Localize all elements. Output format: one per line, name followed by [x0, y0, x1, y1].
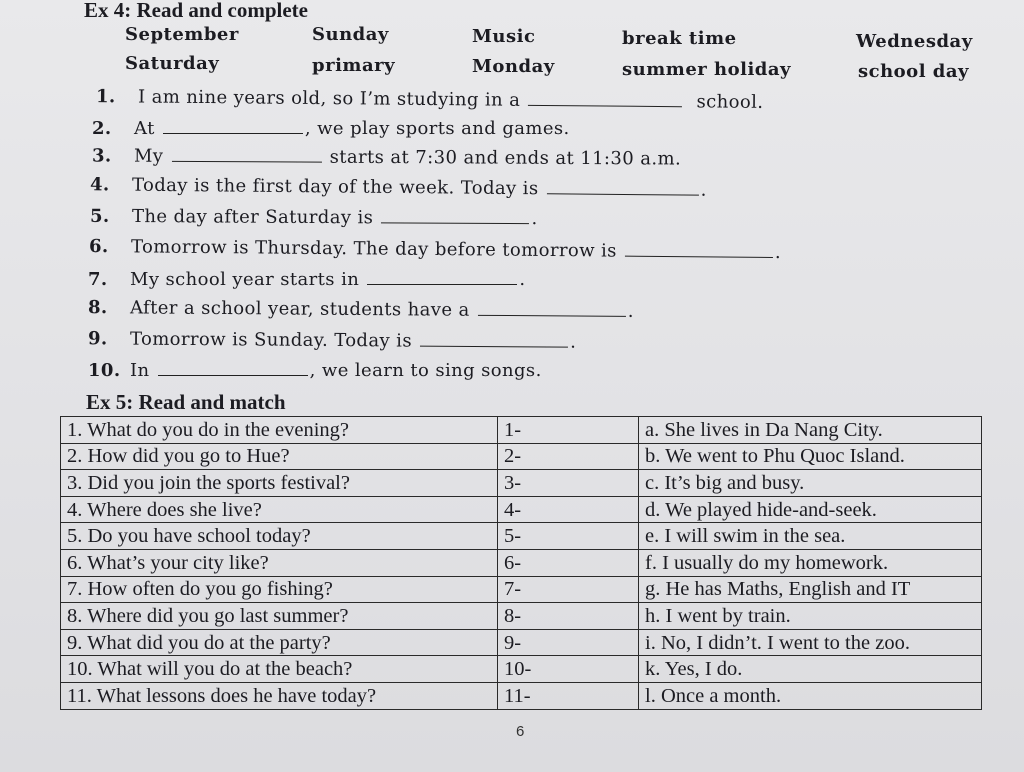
question-number: 1. [95, 86, 116, 108]
question-number: 5. [89, 205, 110, 227]
word-bank-item: Wednesday [856, 31, 973, 52]
ex4-question [88, 296, 634, 322]
question-cell: 8. Where did you go last summer? [61, 603, 498, 630]
question-text: Tomorrow is Thursday. The day before tomorrow is [130, 236, 617, 262]
table-row [61, 496, 982, 523]
question-cell: 4. Where does she live? [61, 496, 498, 523]
answer-option-cell: d. We played hide-and-seek. [639, 496, 982, 523]
question-text: Today is the first day of the week. Today is [131, 174, 539, 200]
word-bank-item: September [125, 24, 239, 45]
ex4-question [96, 85, 764, 113]
answer-option-cell: i. No, I didn’t. I went to the zoo. [639, 629, 982, 656]
answer-option-cell: a. She lives in Da Nang City. [639, 417, 982, 444]
question-text: starts at 7:30 and ends at 11:30 a.m. [329, 146, 682, 170]
question-text: In [130, 360, 150, 381]
question-cell: 9. What did you do at the party? [61, 629, 498, 656]
word-bank-item: school day [858, 61, 970, 82]
table-row [61, 523, 982, 550]
word-bank-item: break time [622, 28, 737, 49]
table-row [61, 470, 982, 497]
question-text: school. [696, 91, 764, 113]
answer-option-cell: g. He has Maths, English and IT [639, 576, 982, 603]
answer-blank[interactable] [367, 268, 517, 285]
question-cell: 3. Did you join the sports festival? [61, 470, 498, 497]
ex4-title: Ex 4: Read and complete [84, 0, 308, 22]
question-cell: 2. How did you go to Hue? [61, 443, 498, 470]
question-text: At [134, 118, 155, 139]
answer-slot-cell[interactable]: 1- [498, 417, 639, 444]
answer-slot-cell[interactable]: 11- [498, 682, 639, 709]
answer-slot-cell[interactable]: 2- [498, 443, 639, 470]
answer-slot-cell[interactable]: 3- [498, 470, 639, 497]
table-row [61, 549, 982, 576]
word-bank-item: Music [472, 26, 536, 47]
table-row [61, 682, 982, 709]
answer-blank[interactable] [625, 240, 773, 258]
question-text: My school year starts in [130, 269, 360, 290]
table-row [61, 576, 982, 603]
answer-blank[interactable] [163, 117, 303, 134]
ex4-question [90, 173, 707, 200]
table-row [61, 629, 982, 656]
question-text: . [700, 179, 707, 201]
answer-slot-cell[interactable]: 7- [498, 576, 639, 603]
answer-option-cell: k. Yes, I do. [639, 656, 982, 683]
answer-blank[interactable] [172, 145, 322, 163]
question-number: 8. [87, 297, 108, 319]
question-number: 6. [88, 235, 109, 258]
question-text: My [133, 145, 164, 167]
word-bank-item: Sunday [312, 24, 389, 45]
answer-option-cell: h. I went by train. [639, 603, 982, 630]
table-row [61, 443, 982, 470]
answer-option-cell: b. We went to Phu Quoc Island. [639, 443, 982, 470]
ex5-title: Ex 5: Read and match [86, 390, 286, 414]
word-bank-item: primary [312, 55, 396, 76]
question-text: The day after Saturday is [131, 206, 374, 229]
answer-option-cell: e. I will swim in the sea. [639, 523, 982, 550]
ex4-question [88, 359, 542, 381]
answer-slot-cell[interactable]: 8- [498, 603, 639, 630]
answer-option-cell: c. It’s big and busy. [639, 470, 982, 497]
question-text: . [531, 208, 538, 230]
answer-blank[interactable] [528, 89, 682, 107]
question-text: I am nine years old, so I’m studying in a [137, 86, 521, 111]
ex4-question [92, 144, 681, 169]
ex4-question [92, 117, 570, 139]
question-text: . [627, 300, 635, 322]
question-cell: 10. What will you do at the beach? [61, 656, 498, 683]
question-cell: 6. What’s your city like? [61, 549, 498, 576]
answer-slot-cell[interactable]: 10- [498, 656, 639, 683]
answer-blank[interactable] [420, 330, 568, 348]
question-text: , we play sports and games. [304, 118, 570, 139]
table-row [61, 603, 982, 630]
question-cell: 7. How often do you go fishing? [61, 576, 498, 603]
word-bank-item: summer holiday [622, 59, 791, 80]
table-row [61, 656, 982, 683]
answer-slot-cell[interactable]: 9- [498, 629, 639, 656]
question-number: 2. [92, 118, 112, 139]
question-text: After a school year, students have a [129, 297, 470, 321]
question-number: 7. [88, 269, 108, 290]
question-cell: 11. What lessons does he have today? [61, 682, 498, 709]
question-number: 3. [91, 145, 112, 167]
ex4-question [90, 205, 538, 229]
answer-blank[interactable] [478, 299, 626, 317]
ex4-question [88, 327, 576, 352]
ex4-question [88, 268, 525, 290]
answer-blank[interactable] [381, 206, 529, 224]
question-text: . [519, 269, 526, 290]
question-text: . [570, 331, 577, 353]
question-number: 9. [87, 328, 108, 350]
answer-option-cell: f. I usually do my homework. [639, 549, 982, 576]
question-text: . [774, 241, 782, 264]
answer-option-cell: l. Once a month. [639, 682, 982, 709]
page-number: 6 [516, 723, 525, 740]
word-bank-item: Saturday [125, 53, 220, 74]
word-bank-item: Monday [472, 56, 555, 77]
answer-slot-cell[interactable]: 6- [498, 549, 639, 576]
question-number: 4. [89, 174, 110, 196]
answer-slot-cell[interactable]: 4- [498, 496, 639, 523]
question-number: 10. [88, 360, 121, 381]
answer-blank[interactable] [158, 359, 308, 376]
question-cell: 5. Do you have school today? [61, 523, 498, 550]
match-table [60, 416, 982, 710]
ex4-question [89, 235, 781, 263]
answer-blank[interactable] [547, 177, 699, 195]
question-text: , we learn to sing songs. [309, 360, 542, 381]
question-cell: 1. What do you do in the evening? [61, 417, 498, 444]
table-row [61, 417, 982, 444]
answer-slot-cell[interactable]: 5- [498, 523, 639, 550]
question-text: Tomorrow is Sunday. Today is [129, 328, 413, 352]
